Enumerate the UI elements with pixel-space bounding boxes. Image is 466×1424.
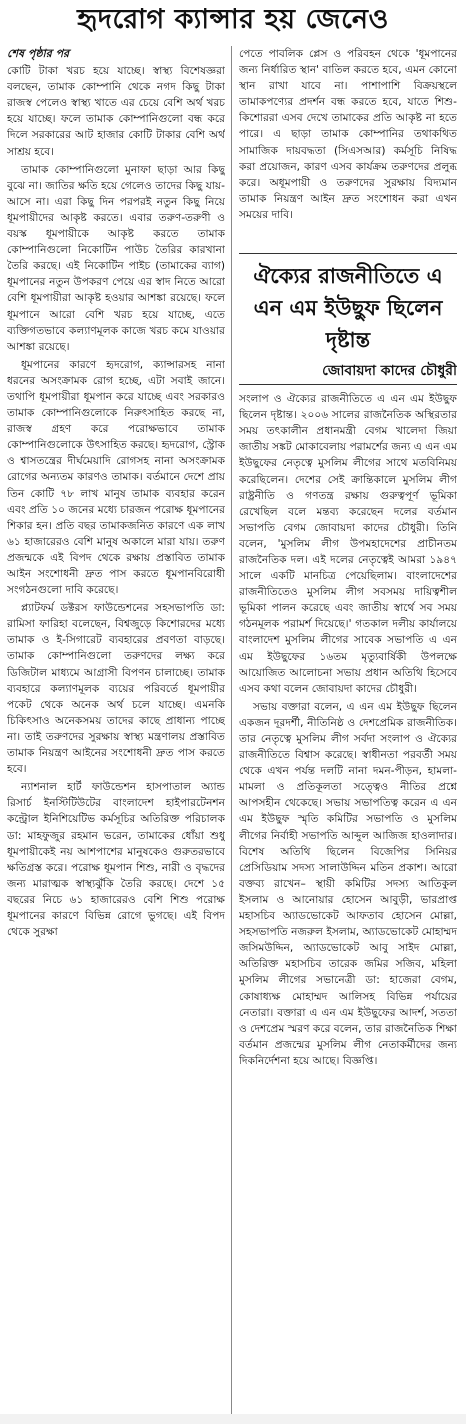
- page-bottom-edge: [0, 1414, 466, 1424]
- left-paragraph: ধূমপানের কারণে হৃদরোগ, ক্যান্সারসহ নানা ধরনের অসংক্রামক রোগ হচ্ছে, এটা সবাই জানে। তথাপি ধূমপায়ীরা ধূমপান করে যাচ্ছে এবং সরকারও তামাক কোম্পানিগুলোকে নিরুৎসাহিত করছে না, রাজস্ব গ্রহণ করে পরোক্ষভাবে তামাক কোম্পানিগুলোকে উৎসাহিত করছে। হৃদরোগ, স্ট্রোক ও শ্বাসতন্ত্রের দীর্ঘমেয়াদি রোগসহ নানা অসংক্রামক রোগের অন্যতম কারণও তামাক। বর্তমানে দেশে প্রায় তিন কোটি ৭৮ লাখ মানুষ তামাক ব্যবহার করেন এবং প্রতি ১০ জনের মধ্যে চারজন পরোক্ষ ধূমপানের শিকার হন। প্রতি বছর তামাকজনিত কারণে এক লাখ ৬১ হাজারেরও বেশি মানুষ অকালে মারা যায়। তরুণ প্রজন্মকে এই বিপদ থেকে রক্ষায় প্রস্তাবিত তামাক আইন সংশোধনী দ্রুত পাস করতে ধূমপানবিরোধী সংগঠনগুলো দাবি করেছে।: [7, 358, 225, 597]
- column-divider: [231, 46, 232, 1418]
- right-paragraph: পেতে পাবলিক প্লেস ও পরিবহন থেকে 'ধূমপানের জন্য নির্ধারিত স্থান' বাতিল করতে হবে, এমন কোনো স্থান রাখা যাবে না। পাশাপাশি বিক্রয়স্থলে তামাকপণ্যের প্রদর্শন বন্ধ করতে হবে, যাতে শিশু-কিশোররা এসব দেখে তামাকের প্রতি আকৃষ্ট না হতে পারে। এ ছাড়া তামাক কোম্পানির তথাকথিত সামাজিক দায়বদ্ধতা (সিএসআর) কর্মসূচি নিষিদ্ধ করা প্রয়োজন, কারণ এসব কার্যক্রম তরুণদের প্রলুব্ধ করে। অধূমপায়ী ও তরুণদের সুরক্ষায় বিদ্যমান তামাক নিয়ন্ত্রণ আইন দ্রুত সংশোধন করা এখন সময়ের দাবি।: [239, 48, 457, 221]
- left-paragraph: ন্যাশনাল হার্ট ফাউন্ডেশন হাসপাতাল অ্যান্ড রিসার্চ ইনস্টিটিউটের বাংলাদেশ হাইপারটেনশন কন্ট্রোল ইনিশিয়েটিভ কর্মসূচির অতিরিক্ত পরিচালক ডা: মাহফুজুর রহমান ভরেন, তামাকের ধোঁয়া শুধু ধূমপায়ীকেই নয় আশপাশের মানুষকেও গুরুতরভাবে ক্ষতিগ্রস্ত করে। পরোক্ষ ধূমপান শিশু, নারী ও বৃদ্ধদের জন্য মারাত্মক স্বাস্থ্যঝুঁকি তৈরি করছে। দেশে ১৫ বছরের নিচে ৬১ হাজারেরও বেশি শিশু পরোক্ষ ধূমপানের কারণে বিভিন্ন রোগে ভুগছে। এই বিপদ থেকে সুরক্ষা: [7, 781, 225, 939]
- sub-headline: ঐক্যের রাজনীতিতে এ এন এম ইউছুফ ছিলেন দৃষ্টান্ত: [239, 253, 457, 356]
- left-paragraph: প্ল্যাটফর্ম ডক্টরস ফাউন্ডেশনের সহসভাপতি ডা: রামিসা ফারিহা বলেছেন, বিশ্বজুড়ে কিশোরদের মধ্যে তামাক ও ই-সিগারেট ব্যবহারের প্রবণতা বাড়ছে। তামাক কোম্পানিগুলো তরুণদের লক্ষ্য করে ডিজিটাল মাধ্যমে আগ্রাসী বিপণন চালাচ্ছে। তামাক ব্যবহারে কল্যাণমূলক ব্যয়ের পরিবর্তে ধূমপায়ীর পকেট থেকে অনেক অর্থ চলে যাচ্ছে। এমনকি চিকিৎসাও অনেকসময় তাদের কাছে প্রাধান্য পাচ্ছে না। তাই তরুণদের সুরক্ষায় স্বাস্থ্য মন্ত্রণালয় প্রস্তাবিত তামাক নিয়ন্ত্রণ আইনের সংশোধনী দ্রুত পাস করতে হবে।: [7, 602, 225, 776]
- headline: হৃদরোগ ক্যান্সার হয় জেনেও: [77, 4, 389, 35]
- left-column: [7, 46, 225, 1418]
- byline: জোবায়দা কাদের চৌধুরী: [239, 360, 457, 385]
- right-column: [239, 46, 457, 1418]
- left-paragraph: কোটি টাকা খরচ হয়ে যাচ্ছে। স্বাস্থ্য বিশেষজ্ঞরা বলছেন, তামাক কোম্পানি থেকে নগদ কিছু টাকা রাজস্ব পেলেও স্বাস্থ্য খাতে এর চেয়ে বেশি অর্থ খরচ হয়ে যাচ্ছে। ফলে তামাক কোম্পানিগুলো বন্ধ করে দিলে সরকারের আট হাজার কোটি টাকার বেশি অর্থ সাশ্রয় হবে।: [7, 65, 225, 158]
- left-paragraph: তামাক কোম্পানিগুলো মুনাফা ছাড়া আর কিছু বুঝে না। জাতির ক্ষতি হয়ে গেলেও তাদের কিছু যায়-আসে না। এরা কিছু দিন পরপরই নতুন কিছু নিয়ে ধূমপায়ীদের আকৃষ্ট করতে। এবার তরুণ-তরুণী ও বয়স্ক ধূমপায়ীকে আকৃষ্ট করতে তামাক কোম্পানিগুলো নিকোটিন পাউচ তৈরির কারখানা তৈরি করছে। এই নিকোটিন পাইচ (তামাকের ব্যাগ) ধূমপানের নতুন উপকরণ পেয়ে এর স্বাদ নিতে আরো বেশি ধূমপায়ীরা আকৃষ্ট হওয়ার আশঙ্কা রয়েছে। ফলে ধূমপানে আরো বেশি খরচ হয়ে যাচ্ছে, এতে ব্যক্তিগতভাবে কল্যাণমূলক কাজে খরচ কমে যাওয়ার আশঙ্কা রয়েছে।: [7, 163, 225, 353]
- continued-from-label: শেষ পৃষ্ঠার পর: [7, 47, 70, 60]
- right-paragraph: সংলাপ ও ঐক্যের রাজনীতিতে এ এন এম ইউছুফ ছিলেন দৃষ্টান্ত। ২০০৬ সালের রাজনৈতিক অস্থিরতার সময় তৎকালীন প্রধানমন্ত্রী বেগম খালেদা জিয়া জাতীয় সঙ্কট মোকাবেলায় পরামর্শের জন্য এ এন এম ইউছুফের নেতৃত্বে মুসলিম লীগের সাথে মতবিনিময় করেছিলেন। দেশের সেই ক্রান্তিকালে মুসলিম লীগ রাষ্ট্রনীতি ও গণতন্ত্র রক্ষায় গুরুত্বপূর্ণ ভূমিকা রেখেছিল বলে মন্তব্য করেছেন দলের বর্তমান সভাপতি বেগম জোবায়দা কাদের চৌধুরী। তিনি বলেন, 'মুসলিম লীগ উপমহাদেশের প্রাচীনতম রাজনৈতিক দল। এই দলের নেতৃত্বেই আমরা ১৯৪৭ সালে একটি মানচিত্র পেয়েছিলাম। বাংলাদেশের রাজনীতিতেও মুসলিম লীগ সবসময় দায়িত্বশীল ভূমিকা পালন করেছে এবং জাতীয় স্বার্থে সব সময় গঠনমূলক পরামর্শ দিয়েছে।' গতকাল দলীয় কার্যালয়ে বাংলাদেশ মুসলিম লীগের সাবেক সভাপতি এ এন এম ইউছুফের ১৬তম মৃত্যুবার্ষিকী উপলক্ষে আয়োজিত আলোচনা সভায় প্রধান অতিথি হিসেবে এসব কথা বলেন জোবায়দা কাদের চৌধুরী।: [239, 393, 457, 695]
- right-paragraph: সভায় বক্তারা বলেন, এ এন এম ইউছুফ ছিলেন একজন দূরদর্শী, নীতিনিষ্ঠ ও দেশপ্রেমিক রাজনীতিক। তার নেতৃত্বে মুসলিম লীগ সর্বদা সংলাপ ও ঐক্যের রাজনীতিতে বিশ্বাস করেছে। স্বাধীনতা পরবর্তী সময় থেকে এখন পর্যন্ত দলটি নানা দমন-পীড়ন, হামলা-মামলা ও প্রতিকূলতা সত্ত্বেও নীতির প্রশ্নে আপসহীন থেকেছে। সভায় সভাপতিত্ব করেন এ এন এম ইউছুফ স্মৃতি কমিটির সভাপতি ও মুসলিম লীগের নির্বাহী সভাপতি আব্দুল আজিজ হাওলাদার। বিশেষ অতিথি ছিলেন বিজেপির সিনিয়র প্রেসিডিয়াম সদস্য সালাউদ্দিন মতিন প্রকাশ। আরো বক্তব্য রাখেন– স্থায়ী কমিটির সদস্য আতিকুল ইসলাম ও আনোয়ার হোসেন আবুড়ী, ভারপ্রাপ্ত মহাসচিব অ্যাডভোকেট আফতাব হোসেন মোল্লা, সহসভাপতি নজরুল ইসলাম, অ্যাডভোকেট মোহাম্মদ জসিমউদ্দিন, অ্যাডভোকেট আবু সাইদ মোল্লা, অতিরিক্ত মহাসচিব তারেক জমির সজিব, মহিলা মুসলিম লীগের সভানেত্রী ডা: হাজেরা বেগম, কোষাধ্যক্ষ মোহাম্মদ আলিসহ বিভিন্ন পর্যায়ের নেতারা। বক্তারা এ এন এম ইউছুফের আদর্শ, সততা ও দেশপ্রেম স্মরণ করে বলেন, তার রাজনৈতিক শিক্ষা বর্তমান প্রজন্মের মুসলিম লীগ নেতাকর্মীদের জন্য দিকনির্দেশনা হয়ে আছে। বিজ্ঞপ্তি।: [239, 700, 457, 1067]
